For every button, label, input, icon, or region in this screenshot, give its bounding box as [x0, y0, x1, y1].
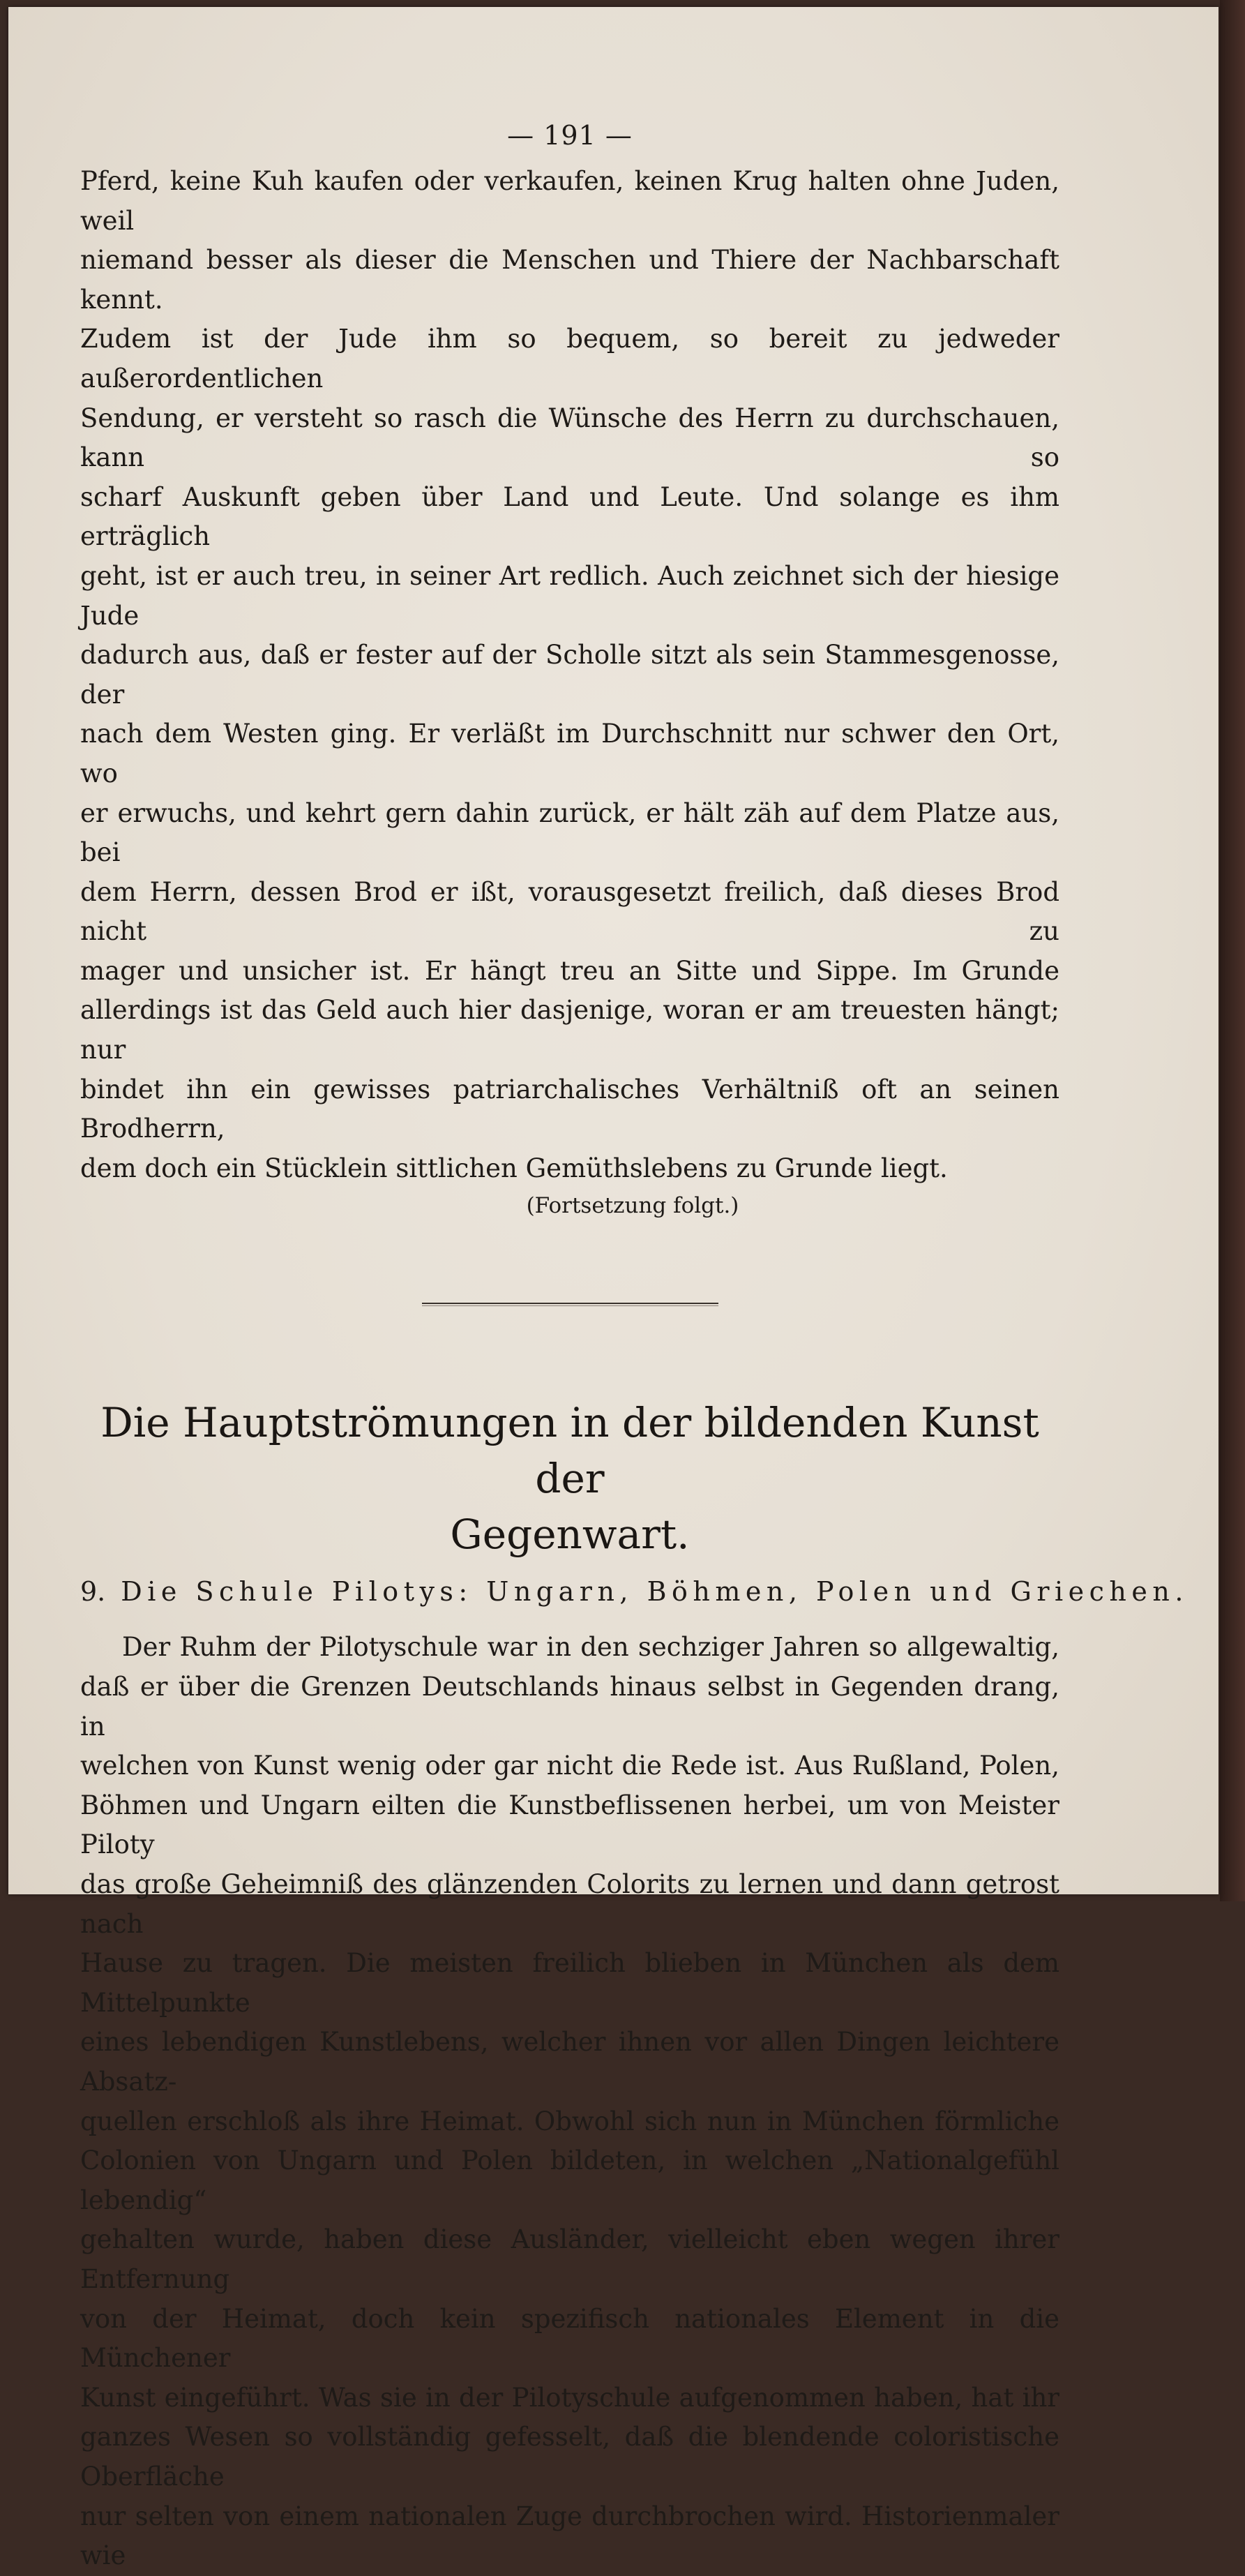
article-title-line-1: Die Hauptströmungen in der bildenden Kunst der: [100, 1399, 1039, 1503]
text-line: er erwuchs, und kehrt gern dahin zurück, er hält zäh auf dem Platze aus, bei: [80, 797, 1059, 868]
text-line: welchen von Kunst wenig oder gar nicht die Rede ist. Aus Rußland, Polen,: [80, 1751, 1059, 1781]
text-line: geht, ist er auch treu, in seiner Art redlich. Auch zeichnet sich der hiesige Jude: [80, 560, 1059, 631]
text-line: mager und unsicher ist. Er hängt treu an Sitte und Sippe. Im Grunde: [80, 955, 1059, 986]
article-body: [80, 1628, 1059, 2575]
book-page: [8, 7, 1218, 2571]
text-line: daß er über die Grenzen Deutschlands hinaus selbst in Gegenden drang, in: [80, 1672, 1059, 1742]
page-edge: [1220, 0, 1245, 1901]
text-line: Der Ruhm der Pilotyschule war in den sechziger Jahren so allgewaltig,: [122, 1632, 1059, 1663]
text-line: dem Herrn, dessen Brod er ißt, vorausgesetzt freilich, daß dieses Brod nicht zu: [80, 876, 1059, 947]
section-heading: [80, 1572, 1189, 1611]
article-title: [80, 1395, 1059, 1562]
upper-text-block: [80, 162, 1059, 1222]
text-line: bindet ihn ein gewisses patriarchalisches Verhältniß oft an seinen Brodherrn,: [80, 1074, 1059, 1144]
text-line: Colonien von Ungarn und Polen bildeten, in welchen „Nationalgefühl lebendig“: [80, 2146, 1059, 2215]
text-line: gehalten wurde, haben diese Ausländer, vielleicht eben wegen ihrer Entfernung: [80, 2224, 1059, 2294]
text-line: nur selten von einem nationalen Zuge durchbrochen wird. Historienmaler wie: [80, 2501, 1059, 2571]
text-line: eines lebendigen Kunstlebens, welcher ihnen vor allen Dingen leichtere Absatz-: [80, 2027, 1059, 2097]
text-line: quellen erschloß als ihre Heimat. Obwohl sich nun in München förmliche: [80, 2106, 1059, 2136]
text-line: ganzes Wesen so vollständig gefesselt, daß die blendende coloristische Oberfläche: [80, 2422, 1059, 2492]
text-line: nach dem Westen ging. Er verläßt im Durchschnitt nur schwer den Ort, wo: [80, 719, 1059, 788]
text-line: scharf Auskunft geben über Land und Leute. Und solange es ihm erträglich: [80, 481, 1059, 552]
text-line: Kunst eingeführt. Was sie in der Pilotyschule aufgenommen haben, hat ihr: [80, 2382, 1059, 2413]
text-line: Zudem ist der Jude ihm so bequem, so bereit zu jedweder außerordentlichen: [80, 324, 1059, 394]
text-line: das große Geheimniß des glänzenden Colorits zu lernen und dann getrost nach: [80, 1869, 1059, 1939]
text-line: Böhmen und Ungarn eilten die Kunstbeflissenen herbei, um von Meister Piloty: [80, 1790, 1059, 1860]
text-line: niemand besser als dieser die Menschen und Thiere der Nachbarschaft kennt.: [80, 245, 1059, 315]
page-content: [80, 119, 1189, 2576]
text-line: allerdings ist das Geld auch hier dasjenige, woran er am treuesten hängt; nur: [80, 995, 1059, 1065]
section-divider: [422, 1303, 718, 1304]
text-line: Sendung, er versteht so rasch die Wünsche des Herrn zu durchschauen, kann so: [80, 403, 1059, 473]
section-number: 9.: [80, 1576, 106, 1608]
text-line: Hause zu tragen. Die meisten freilich blieben in München als dem Mittelpunkte: [80, 1948, 1059, 2018]
continuation-note: (Fortsetzung folgt.): [526, 1193, 739, 1219]
section-title: Die Schule Pilotys: Ungarn, Böhmen, Polen und Griechen.: [121, 1576, 1189, 1608]
text-line: von der Heimat, doch kein spezifisch nationales Element in die Münchener: [80, 2303, 1059, 2374]
article-title-line-2: Gegenwart.: [450, 1511, 690, 1559]
text-line: dadurch aus, daß er fester auf der Scholle sitzt als sein Stammesgenosse, der: [80, 640, 1059, 710]
page-number: — 191 —: [507, 120, 633, 151]
text-line: Pferd, keine Kuh kaufen oder verkaufen, keinen Krug halten ohne Juden, weil: [80, 166, 1059, 236]
text-line-last: dem doch ein Stücklein sittlichen Gemüthslebens zu Grunde liegt.: [80, 1153, 948, 1183]
